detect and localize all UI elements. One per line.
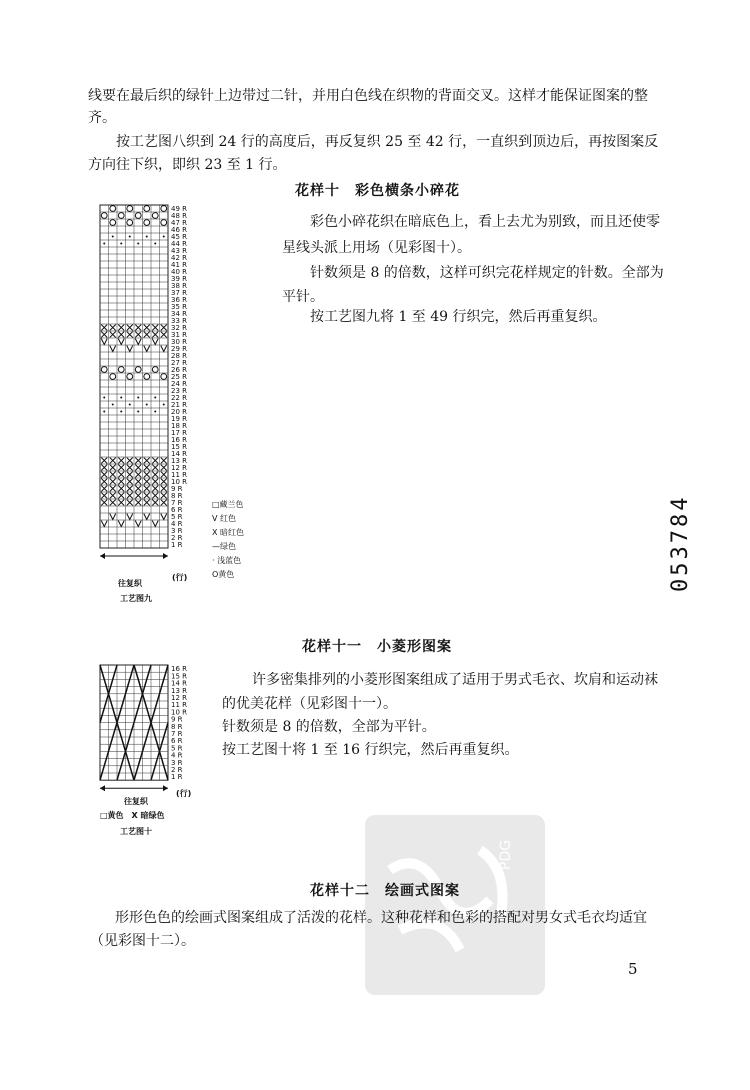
pattern-chart-9	[95, 200, 205, 585]
row-label: 25 R	[171, 373, 187, 381]
watermark-text: PDG	[498, 839, 514, 870]
legend-item: V 红色	[212, 514, 237, 523]
section-10-para1-line1: 彩色小碎花织在暗底色上，看上去尤为别致，而且还使零	[310, 214, 660, 230]
section-11-para1-line1: 许多密集排列的小菱形图案组成了适用于男式毛衣、坎肩和运动袜	[252, 672, 658, 688]
chart-10-row-unit: (行)	[176, 789, 192, 798]
row-label: 23 R	[171, 387, 187, 395]
row-label: 3 R	[171, 758, 183, 767]
pattern-chart-10	[95, 660, 205, 795]
row-label: 10 R	[171, 478, 187, 486]
stitch-symbol-dot	[146, 236, 148, 238]
stitch-symbol-dot	[103, 397, 105, 399]
row-label: 30 R	[171, 338, 187, 346]
intro-para2-line-2: 方向往下织，即织 23 至 1 行。	[88, 157, 287, 173]
stitch-symbol-dot	[120, 411, 122, 413]
row-label: 38 R	[171, 282, 187, 290]
row-label: 48 R	[171, 212, 187, 220]
stitch-symbol-dot	[129, 236, 131, 238]
row-label: 40 R	[171, 268, 187, 276]
row-label: 18 R	[171, 422, 187, 430]
chart-10-legend: □黄色 X 暗绿色	[100, 811, 165, 820]
chart-9-caption: 工艺图九	[120, 594, 152, 603]
side-serial-number: 053784	[668, 494, 693, 592]
stitch-symbol-dot	[154, 243, 156, 245]
section-10-para2-line2: 平针。	[282, 289, 324, 305]
row-label: 14 R	[171, 679, 187, 688]
row-label: 13 R	[171, 457, 187, 465]
row-label: 15 R	[171, 672, 187, 681]
row-label: 12 R	[171, 694, 187, 702]
chart-10-repeat-label: 往复织	[124, 797, 148, 806]
row-label: 10 R	[171, 708, 187, 717]
stitch-symbol-dot	[120, 397, 122, 399]
page-number: 5	[628, 960, 638, 978]
row-label: 39 R	[171, 275, 187, 283]
row-label: 14 R	[171, 450, 187, 458]
legend-item: □藏兰色	[212, 500, 244, 509]
row-label: 19 R	[171, 415, 187, 423]
stitch-symbol-dot	[163, 236, 165, 238]
row-label: 3 R	[171, 527, 183, 535]
row-label: 29 R	[171, 345, 187, 353]
section-12-title: 花样十二 绘画式图案	[310, 883, 460, 899]
legend-item: X 暗红色	[212, 528, 245, 537]
stitch-symbol-dot	[154, 411, 156, 413]
row-label: 47 R	[171, 219, 187, 227]
row-label: 8 R	[171, 722, 183, 731]
row-label: 32 R	[171, 324, 187, 332]
row-label: 11 R	[171, 471, 187, 479]
row-label: 1 R	[171, 541, 183, 549]
row-label: 6 R	[171, 737, 183, 746]
watermark-seal	[360, 810, 550, 1000]
legend-item: —绿色	[212, 542, 236, 551]
row-label: 4 R	[171, 751, 183, 760]
chart-9-row-unit: (行)	[172, 573, 188, 582]
intro-line-1: 线要在最后织的绿针上边带过二针，并用白色线在织物的背面交叉。这样才能保证图案的整	[88, 88, 648, 104]
stitch-symbol-dot	[137, 411, 139, 413]
stitch-symbol-dot	[120, 243, 122, 245]
row-label: 49 R	[171, 205, 187, 213]
row-label: 5 R	[171, 744, 183, 753]
section-12-para1-line1: 形形色色的绘画式图案组成了活泼的花样。这种花样和色彩的搭配对男女式毛衣均适宜	[115, 910, 647, 926]
stitch-symbol-dot	[137, 243, 139, 245]
legend-item: O黄色	[212, 570, 235, 579]
row-label: 36 R	[171, 296, 187, 304]
row-label: 7 R	[171, 730, 183, 738]
stitch-symbol-dot	[154, 397, 156, 399]
legend-item: · 浅蓝色	[212, 556, 242, 565]
row-label: 5 R	[171, 513, 183, 521]
row-label: 2 R	[171, 766, 183, 774]
row-label: 1 R	[171, 773, 183, 782]
row-label: 8 R	[171, 492, 183, 500]
stitch-symbol-dot	[129, 404, 131, 406]
row-label: 28 R	[171, 352, 187, 360]
row-label: 44 R	[171, 240, 187, 248]
stitch-symbol-dot	[163, 404, 165, 406]
section-11-para3: 按工艺图十将 1 至 16 行织完，然后再重复织。	[222, 742, 519, 758]
row-label: 7 R	[171, 499, 183, 507]
chart-10-caption: 工艺图十	[120, 827, 152, 836]
row-label: 27 R	[171, 359, 187, 367]
row-label: 9 R	[171, 715, 183, 724]
row-label: 37 R	[171, 289, 187, 297]
section-11-para1-line2: 的优美花样（见彩图十一）。	[222, 696, 397, 712]
row-label: 20 R	[171, 408, 187, 416]
row-label: 33 R	[171, 317, 187, 325]
row-label: 16 R	[171, 665, 187, 674]
stitch-symbol-dot	[146, 404, 148, 406]
row-label: 13 R	[171, 686, 187, 695]
row-label: 45 R	[171, 233, 187, 241]
chart-9-legend	[212, 498, 244, 582]
row-label: 34 R	[171, 310, 187, 318]
row-label: 26 R	[171, 366, 187, 374]
stitch-symbol-dot	[103, 243, 105, 245]
row-label: 42 R	[171, 254, 187, 262]
section-11-para2: 针数须是 8 的倍数，全部为平针。	[222, 719, 436, 735]
section-11-title: 花样十一 小菱形图案	[302, 639, 452, 655]
stitch-symbol-dot	[103, 411, 105, 413]
intro-para2-line-1: 按工艺图八织到 24 行的高度后，再反复织 25 至 42 行，一直织到顶边后，再按图案反	[116, 134, 659, 150]
row-label: 46 R	[171, 226, 187, 234]
row-label: 4 R	[171, 520, 183, 528]
section-10-para3: 按工艺图九将 1 至 49 行织完，然后再重复织。	[310, 309, 607, 325]
section-10-para1-line2: 星线头派上用场（见彩图十）。	[282, 240, 471, 256]
section-12-para1-line2: （见彩图十二）。	[90, 933, 195, 949]
row-label: 16 R	[171, 436, 187, 444]
section-10-title: 花样十 彩色横条小碎花	[295, 183, 460, 199]
row-label: 31 R	[171, 331, 187, 339]
intro-line-1-end: 齐。	[88, 110, 116, 126]
row-label: 41 R	[171, 261, 187, 269]
row-label: 2 R	[171, 534, 183, 542]
row-label: 21 R	[171, 401, 187, 409]
row-label: 22 R	[171, 394, 187, 402]
row-label: 6 R	[171, 506, 183, 514]
stitch-symbol-dot	[137, 397, 139, 399]
row-label: 11 R	[171, 701, 187, 710]
chart-9-repeat-label: 往复织	[118, 579, 142, 588]
row-label: 43 R	[171, 247, 187, 255]
stitch-symbol-dot	[112, 404, 114, 406]
row-label: 9 R	[171, 485, 183, 493]
row-label: 35 R	[171, 303, 187, 311]
stitch-symbol-dot	[112, 236, 114, 238]
row-label: 17 R	[171, 429, 187, 437]
section-10-para2-line1: 针数须是 8 的倍数，这样可织完花样规定的针数。全部为	[310, 265, 664, 281]
row-label: 12 R	[171, 464, 187, 472]
row-label: 15 R	[171, 443, 187, 451]
row-label: 24 R	[171, 380, 187, 388]
